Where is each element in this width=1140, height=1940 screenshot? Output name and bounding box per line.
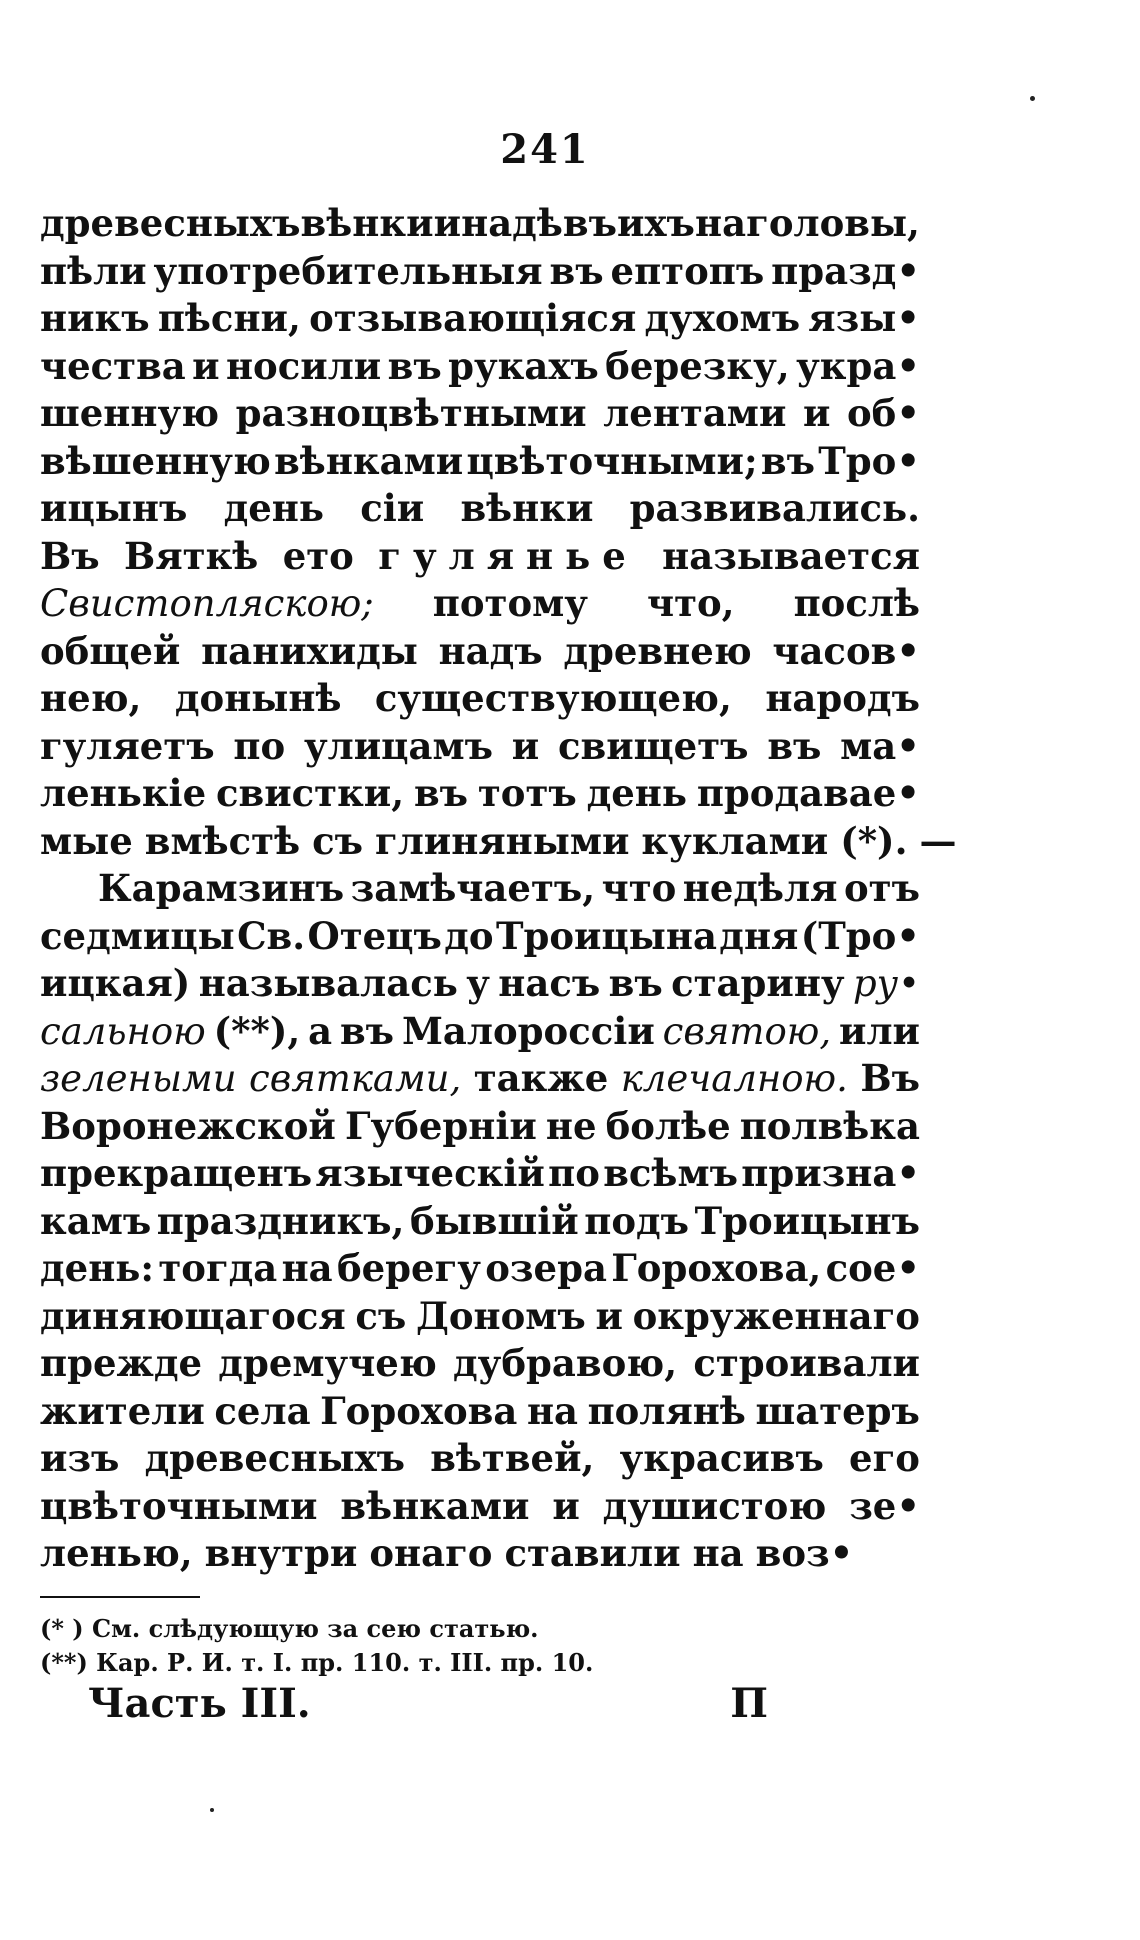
- text-word: свищетъ: [557, 723, 749, 768]
- text-word: укра•: [796, 343, 920, 388]
- text-word: Горохова: [320, 1388, 518, 1433]
- text-word: у: [466, 961, 490, 1005]
- sheet-mark: П: [730, 1680, 768, 1727]
- text-word: Отецъ: [307, 913, 442, 958]
- text-word: съ: [312, 818, 364, 863]
- text-word: куклами: [641, 818, 829, 863]
- footnote-2: (**) Кар. Р. И. т. I. пр. 110. т. III. пр. 10.: [40, 1648, 594, 1677]
- text-word: надѣвъ: [461, 201, 617, 245]
- text-word: послѣ: [793, 581, 920, 625]
- text-word: Дономъ: [415, 1293, 586, 1338]
- text-word: съ: [355, 1293, 407, 1338]
- text-word: окруженнаго: [632, 1293, 920, 1338]
- text-word: и: [511, 723, 540, 768]
- text-word: праздникъ,: [156, 1198, 405, 1243]
- text-word: продавае•: [696, 771, 920, 815]
- text-word: общей: [40, 628, 181, 673]
- text-word: тотъ: [477, 771, 577, 815]
- text-word: Св.: [237, 913, 306, 958]
- text-word: его: [849, 1436, 920, 1480]
- text-word: до: [444, 913, 494, 958]
- text-word: носили: [225, 343, 382, 388]
- text-word: и: [433, 201, 462, 245]
- text-word: ставили: [504, 1531, 681, 1575]
- text-word: вмѣстѣ: [144, 818, 301, 863]
- text-word: Карамзинъ: [98, 866, 345, 910]
- text-word: и: [552, 1483, 580, 1528]
- text-word: день:: [40, 1246, 155, 1290]
- text-word: (**),: [213, 1008, 301, 1053]
- text-word: Горохова,: [611, 1246, 822, 1290]
- text-word: украсивъ: [619, 1436, 824, 1480]
- text-word: въ: [387, 343, 442, 388]
- text-word: что: [601, 866, 677, 910]
- text-line: [40, 295, 920, 343]
- text-line: [40, 1198, 920, 1246]
- text-line: [40, 1435, 920, 1483]
- text-word: головы,: [746, 201, 920, 245]
- text-word: пѣли: [40, 248, 147, 293]
- text-word: день: [223, 486, 324, 530]
- text-word: ленью,: [40, 1531, 193, 1575]
- text-word: празд•: [771, 248, 920, 293]
- text-word: древесныхъ: [144, 1436, 406, 1480]
- text-word: ептопъ: [610, 248, 765, 293]
- text-line: [40, 1245, 920, 1293]
- text-word: Малороссіи: [401, 1008, 655, 1053]
- text-word: донынѣ: [174, 676, 342, 720]
- text-word: чества: [40, 343, 186, 388]
- text-word: въ: [339, 1008, 395, 1053]
- part-label: Часть III.: [88, 1680, 311, 1727]
- text-word: призна•: [741, 1151, 920, 1195]
- text-word: отъ: [843, 866, 920, 910]
- text-word: берегу: [336, 1246, 481, 1290]
- text-word: нею,: [40, 676, 142, 720]
- text-word: пѣсни,: [157, 296, 301, 340]
- text-word: ма•: [840, 723, 920, 768]
- text-word: зелеными: [40, 1057, 237, 1100]
- body-text: [40, 200, 957, 1578]
- text-word: тогда: [158, 1246, 278, 1290]
- text-word: и: [802, 391, 831, 435]
- text-word: вѣнками: [274, 438, 464, 483]
- text-word: вѣнки: [300, 201, 434, 245]
- text-line: [40, 1008, 920, 1056]
- text-word: ицкая): [40, 961, 191, 1005]
- text-word: изъ: [40, 1436, 120, 1480]
- text-word: народъ: [765, 676, 920, 720]
- text-word: —: [919, 818, 957, 863]
- text-word: древесныхъ: [40, 201, 301, 245]
- text-word: Вяткѣ: [124, 533, 259, 578]
- text-word: и: [192, 343, 220, 388]
- text-word: прекращенъ: [40, 1151, 313, 1195]
- text-word: ето: [282, 533, 354, 578]
- signature-line: [88, 1680, 768, 1727]
- text-word: полвѣка: [739, 1103, 920, 1148]
- text-word: на: [695, 201, 747, 245]
- text-line: [40, 960, 920, 1008]
- ink-speck: [1030, 96, 1035, 101]
- text-word: диняющагося: [40, 1293, 346, 1338]
- text-line: [40, 533, 920, 581]
- text-line: [40, 1103, 920, 1151]
- text-line: [40, 580, 920, 628]
- text-word: полянѣ: [587, 1388, 746, 1433]
- text-word: всѣмъ: [603, 1151, 738, 1195]
- text-word: вѣнки: [460, 486, 594, 530]
- text-word: называлась: [198, 961, 458, 1005]
- text-line: [40, 723, 920, 771]
- text-word: древнею: [563, 628, 752, 673]
- text-word: въ: [767, 723, 822, 768]
- text-word: лентами: [603, 391, 787, 435]
- text-word: гуляетъ: [40, 723, 215, 768]
- text-word: никъ: [40, 296, 150, 340]
- text-word: ленькіе: [40, 771, 207, 815]
- text-word: вѣнками: [340, 1483, 530, 1528]
- text-word: мые: [40, 818, 133, 863]
- text-word: не: [545, 1103, 597, 1148]
- text-line: [40, 200, 920, 248]
- text-word: села: [214, 1388, 311, 1433]
- text-word: Въ: [40, 533, 100, 578]
- text-word: разноцвѣтными: [235, 391, 587, 435]
- text-word: на: [281, 1246, 333, 1290]
- text-line: [40, 675, 920, 723]
- text-word: онаго: [369, 1531, 493, 1575]
- text-line: [40, 628, 920, 676]
- text-word: бывшій: [409, 1198, 579, 1243]
- text-word: Троицына: [495, 913, 717, 958]
- text-word: день: [586, 771, 687, 815]
- text-word: надъ: [438, 628, 543, 673]
- text-word: сое•: [825, 1246, 920, 1290]
- text-line: [40, 1483, 920, 1531]
- text-word: въ: [413, 771, 469, 815]
- text-word: Въ: [860, 1056, 920, 1100]
- text-word: потому: [432, 581, 588, 625]
- footnotes: [40, 1612, 740, 1680]
- text-word: по: [233, 723, 286, 768]
- text-word: шенную: [40, 391, 220, 435]
- text-word: замѣчаетъ,: [350, 866, 596, 910]
- text-word: а: [308, 1008, 333, 1053]
- text-word: отзывающіяся: [309, 296, 637, 340]
- text-word: глиняными: [375, 818, 630, 863]
- text-word: святками,: [249, 1057, 462, 1100]
- text-word: зе•: [849, 1483, 920, 1528]
- text-word: старину: [671, 961, 845, 1005]
- text-word: на: [692, 1531, 744, 1575]
- text-word: духомъ: [644, 296, 801, 340]
- footnote-rule: [40, 1596, 200, 1598]
- text-word: дремучею: [218, 1341, 437, 1385]
- text-line: [40, 1055, 920, 1103]
- text-line: [40, 248, 920, 296]
- text-word: насъ: [498, 961, 601, 1005]
- text-word: Воронежской: [40, 1103, 336, 1148]
- text-line: [40, 818, 957, 866]
- text-line: [40, 1388, 920, 1436]
- text-word: рукахъ: [448, 343, 599, 388]
- text-word: въ: [760, 438, 815, 483]
- text-word: часов•: [772, 628, 920, 673]
- text-word: сальною: [40, 1009, 206, 1053]
- text-word: жители: [40, 1388, 205, 1433]
- text-word: употребительныя: [153, 248, 543, 293]
- text-line: [40, 1150, 920, 1198]
- text-word: (Тро•: [800, 913, 920, 958]
- text-word: строивали: [693, 1341, 920, 1385]
- text-word: по: [548, 1151, 600, 1195]
- text-word: об•: [846, 391, 920, 435]
- text-word: прежде: [40, 1341, 203, 1385]
- text-word: на: [526, 1388, 578, 1433]
- text-word: панихиды: [201, 628, 418, 673]
- text-word: сіи: [360, 486, 425, 530]
- text-word: душистою: [602, 1483, 827, 1528]
- text-word: Губерніи: [344, 1103, 537, 1148]
- text-line: [40, 1293, 920, 1341]
- text-line: [40, 390, 920, 438]
- page-number: 241: [500, 126, 590, 173]
- text-word: въ: [549, 248, 604, 293]
- text-word: дубравою,: [453, 1341, 678, 1385]
- text-line: [40, 343, 920, 391]
- text-word: существующею,: [374, 676, 732, 720]
- text-word: Троицынъ: [694, 1198, 920, 1243]
- text-word: березку,: [605, 343, 790, 388]
- ink-speck: [210, 1808, 214, 1812]
- text-word: также: [473, 1056, 609, 1100]
- footnote-1: (* ) См. слѣдующую за сею статью.: [40, 1614, 539, 1643]
- text-word: или: [839, 1008, 920, 1053]
- text-line: [40, 913, 920, 961]
- text-word: озера: [485, 1246, 607, 1290]
- text-word: язы•: [808, 296, 920, 340]
- text-word: что,: [646, 581, 735, 625]
- text-line: [40, 770, 920, 818]
- text-word: святою,: [662, 1009, 832, 1053]
- text-word: языческій: [315, 1151, 545, 1195]
- text-line: [40, 438, 920, 486]
- text-word: шатеръ: [755, 1388, 920, 1433]
- text-word: Свистопляскою;: [40, 582, 374, 625]
- text-word: вѣшенную: [40, 438, 271, 483]
- text-line: [40, 485, 920, 533]
- text-word: подъ: [584, 1198, 690, 1243]
- text-word: болѣе: [605, 1103, 731, 1148]
- text-word: камъ: [40, 1198, 152, 1243]
- text-word: ру•: [852, 962, 920, 1005]
- text-word: ицынъ: [40, 486, 188, 530]
- text-word: внутри: [204, 1531, 358, 1575]
- text-word: клечалною.: [620, 1057, 848, 1100]
- text-word: недѣля: [682, 866, 838, 910]
- text-word: ихъ: [617, 201, 695, 245]
- text-word: свистки,: [215, 771, 405, 815]
- text-word: цвѣточными: [40, 1483, 318, 1528]
- text-word: вѣтвей,: [430, 1436, 595, 1480]
- text-line: [40, 865, 920, 913]
- text-word: воз•: [755, 1531, 854, 1575]
- text-word: Тро•: [818, 438, 920, 483]
- text-word: цвѣточными;: [466, 438, 758, 483]
- text-word: и: [595, 1293, 623, 1338]
- text-word: развивались.: [629, 486, 920, 530]
- text-word: улицамъ: [303, 723, 493, 768]
- text-word: дня: [719, 913, 799, 958]
- text-word: называется: [662, 533, 920, 578]
- text-word: гулянье: [378, 533, 638, 578]
- text-line: [40, 1530, 920, 1578]
- text-word: въ: [608, 961, 663, 1005]
- text-word: (*).: [840, 818, 908, 863]
- text-word: седмицы: [40, 913, 235, 958]
- text-line: [40, 1340, 920, 1388]
